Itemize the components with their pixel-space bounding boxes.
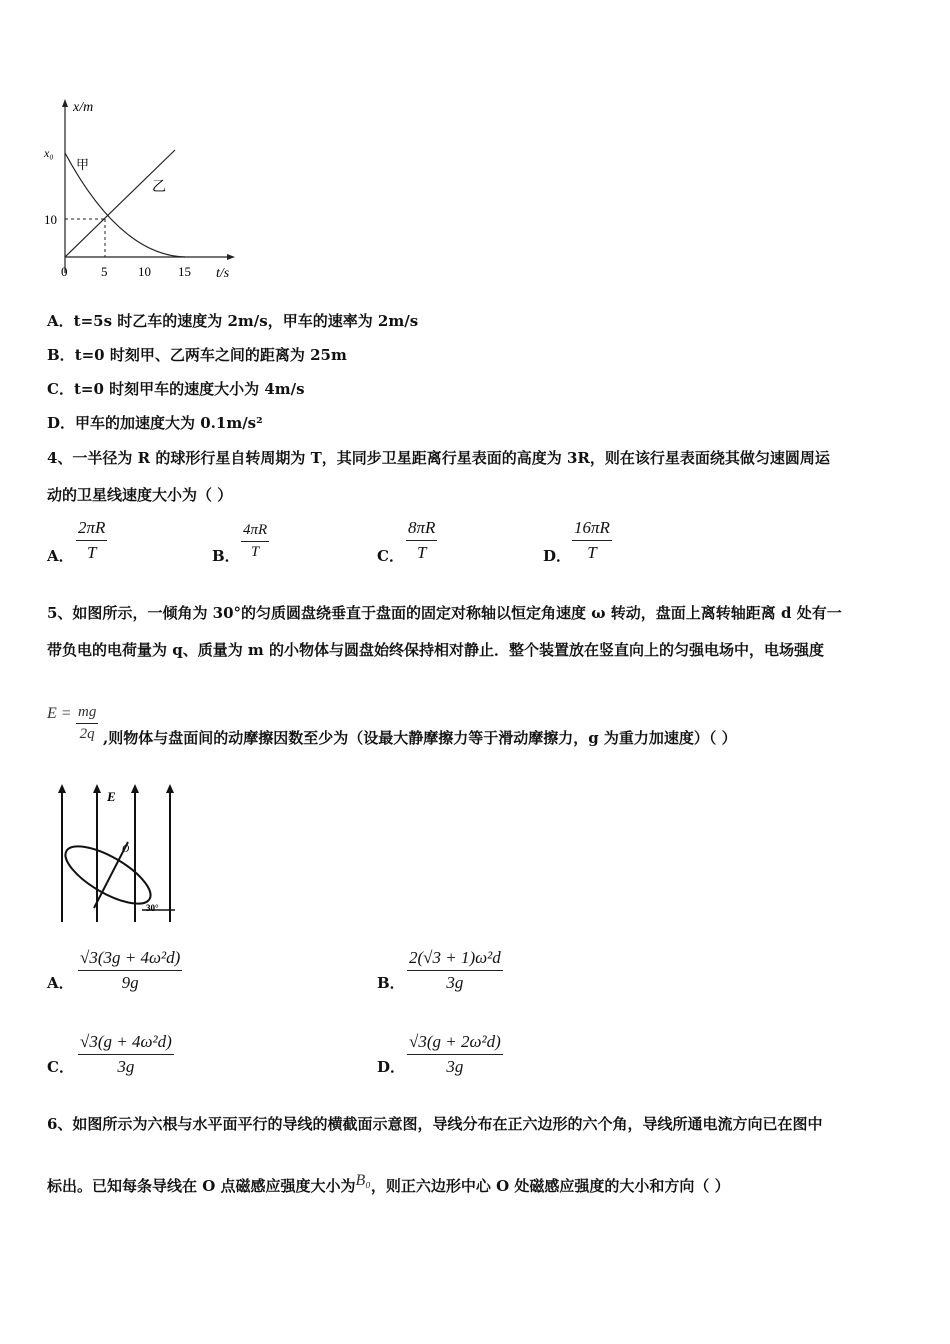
- q4-option-d-letter: D．: [543, 547, 572, 565]
- q4-option-a-letter: A．: [47, 547, 74, 565]
- q5-option-c-fraction: [78, 1032, 174, 1077]
- q5-option-b-fraction: [407, 948, 503, 993]
- x-tick-0: 0: [61, 264, 68, 279]
- q5-figure: [50, 780, 185, 930]
- q4-option-c-num: 8πR: [406, 518, 437, 541]
- q3-option-a-letter: A．: [47, 312, 74, 330]
- fig-label-o: O: [122, 844, 130, 855]
- q5-stem-line1: 5、如图所示，一倾角为 30°的匀质圆盘绕垂直于盘面的固定对称轴以恒定角速度 ω 转动，盘面上离转轴距离 d 处有一: [47, 604, 842, 622]
- q4-option-c-fraction: [406, 518, 437, 563]
- q4-option-b-num: 4πR: [241, 522, 269, 542]
- q4-option-a-num: 2πR: [76, 518, 107, 541]
- q6-stem-line2a: 标出。已知每条导线在 O 点磁感应强度大小为: [47, 1177, 356, 1195]
- fig-label-angle: 30°: [146, 903, 159, 913]
- x-tick-10: 10: [138, 264, 151, 279]
- q3-option-a: [47, 311, 418, 331]
- q3-option-c-letter: C．: [47, 380, 74, 398]
- fig-label-e: E: [107, 789, 116, 804]
- q5-e-num: mg: [76, 704, 98, 724]
- q4-option-a-den: T: [86, 543, 97, 562]
- q4-option-d-num: 16πR: [572, 518, 612, 541]
- q3-option-b-letter: B．: [47, 346, 75, 364]
- q4-option-d-fraction: [572, 518, 612, 563]
- q5-option-d-num: √3(g + 2ω²d): [407, 1032, 503, 1055]
- q5-option-c-num: √3(g + 4ω²d): [78, 1032, 174, 1055]
- label-yi: 乙: [152, 179, 166, 195]
- y-axis-arrow: [62, 99, 68, 107]
- q3-option-b: [47, 345, 347, 365]
- q3-option-d-text: 甲车的加速度大为 0.1m/s²: [75, 414, 263, 432]
- q4-option-c-letter: C．: [377, 547, 404, 565]
- q5-option-c-letter: C．: [47, 1058, 74, 1076]
- q5-option-b-letter: B．: [377, 974, 405, 992]
- q5-option-a-den: 9g: [121, 973, 139, 992]
- q4-option-b-letter: B．: [212, 547, 240, 565]
- q5-option-d-fraction: [407, 1032, 503, 1077]
- q5-e-fraction: [76, 704, 98, 743]
- field-arrow-1: [58, 784, 66, 793]
- field-arrow-2: [93, 784, 101, 793]
- y-tick-10: 10: [44, 212, 57, 227]
- q5-option-a-letter: A．: [47, 974, 74, 992]
- q3-option-d-letter: D．: [47, 414, 76, 432]
- q4-stem-line1: 4、一半径为 R 的球形行星自转周期为 T，其同步卫星距离行星表面的高度为 3R，则在该行星表面绕其做匀速圆周运: [47, 449, 830, 467]
- q5-stem-line2: 带负电的电荷量为 q、质量为 m 的小物体与圆盘始终保持相对静止．整个装置放在竖直向上的匀强电场中，电场强度: [47, 641, 825, 659]
- q5-option-b-den: 3g: [446, 973, 464, 992]
- q6-stem-line2: [47, 1172, 730, 1197]
- q4-option-b-fraction: [241, 522, 269, 561]
- q5-option-d-letter: D．: [377, 1058, 406, 1076]
- q3-option-c: [47, 379, 305, 399]
- field-arrow-4: [166, 784, 174, 793]
- q4-stem-line2: 动的卫星线速度大小为（ ）: [47, 486, 233, 504]
- xt-graph: [40, 95, 255, 285]
- q3-option-b-text: t=0 时刻甲、乙两车之间的距离为 25m: [74, 346, 347, 364]
- y-axis-label: x/m: [73, 100, 94, 115]
- q6-b0: B₀: [355, 1172, 371, 1189]
- x-axis-arrow: [227, 254, 235, 260]
- q4-option-c-den: T: [416, 543, 427, 562]
- y-tick-x0: x₀: [44, 146, 54, 160]
- q5-stem-line3: ,则物体与盘面间的动摩擦因数至少为（设最大静摩擦力等于滑动摩擦力，g 为重力加速度）（ ）: [103, 729, 737, 747]
- q3-option-a-text: t=5s 时乙车的速度为 2m/s，甲车的速率为 2m/s: [73, 312, 419, 330]
- x-tick-5: 5: [101, 264, 108, 279]
- q5-option-a-num: √3(3g + 4ω²d): [78, 948, 182, 971]
- q4-option-d-den: T: [587, 543, 597, 562]
- q5-option-c-den: 3g: [117, 1057, 135, 1076]
- q5-option-d-den: 3g: [446, 1057, 464, 1076]
- q5-e-den: 2q: [79, 726, 95, 742]
- q4-option-b-den: T: [250, 544, 260, 560]
- q3-option-c-text: t=0 时刻甲车的速度大小为 4m/s: [73, 380, 305, 398]
- q5-option-a-fraction: [78, 948, 182, 993]
- tilted-disc: [57, 835, 158, 914]
- label-jia: 甲: [76, 158, 90, 173]
- field-arrow-3: [131, 784, 139, 793]
- q4-option-a-fraction: [76, 518, 107, 563]
- q5-e-lhs: E =: [47, 705, 72, 722]
- x-axis-label: t/s: [216, 266, 230, 281]
- q5-option-b-num: 2(√3 + 1)ω²d: [407, 948, 503, 971]
- x-tick-15: 15: [178, 264, 191, 279]
- q6-stem-line2b: ，则正六边形中心 O 处磁感应强度的大小和方向（ ）: [370, 1177, 730, 1195]
- q6-stem-line1: 6、如图所示为六根与水平面平行的导线的横截面示意图，导线分布在正六边形的六个角，导线所通电流方向已在图中: [47, 1115, 823, 1133]
- q3-option-d: [47, 413, 263, 433]
